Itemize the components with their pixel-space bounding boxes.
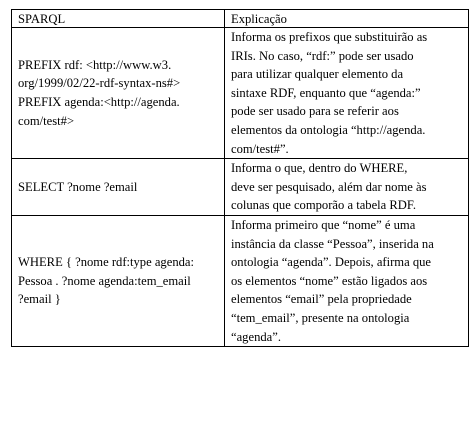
sparql-cell-select: SELECT ?nome ?email (12, 159, 225, 216)
explanation-cell-prefix: Informa os prefixos que substituirão as IRIs. No caso, “rdf:” pode ser usado para utilizar qualquer elemento da sintaxe RDF, enquanto que “agenda:” pode ser usado para se referir aos elementos da ontologia “http://agenda. com/test#”. (225, 28, 469, 159)
sparql-explanation-table (11, 9, 469, 347)
table-row (12, 28, 469, 159)
explanation-cell-where: Informa primeiro que “nome” é uma instância da classe “Pessoa”, inserida na ontologia “agenda”. Depois, afirma que os elementos “nome” estão ligados aos elementos “email” pela propriedade “tem_email”, presente na ontologia “agenda”. (225, 215, 469, 346)
header-sparql: SPARQL (12, 10, 225, 28)
sparql-cell-where: WHERE { ?nome rdf:type agenda: Pessoa . ?nome agenda:tem_email ?email } (12, 215, 225, 346)
table-header-row (12, 10, 469, 28)
table-row (12, 215, 469, 346)
table-row (12, 159, 469, 216)
header-explicacao: Explicação (225, 10, 469, 28)
explanation-cell-select: Informa o que, dentro do WHERE, deve ser pesquisado, além dar nome às colunas que comporão a tabela RDF. (225, 159, 469, 216)
sparql-cell-prefix: PREFIX rdf: <http://www.w3. org/1999/02/22-rdf-syntax-ns#> PREFIX agenda:<http://agenda. com/test#> (12, 28, 225, 159)
